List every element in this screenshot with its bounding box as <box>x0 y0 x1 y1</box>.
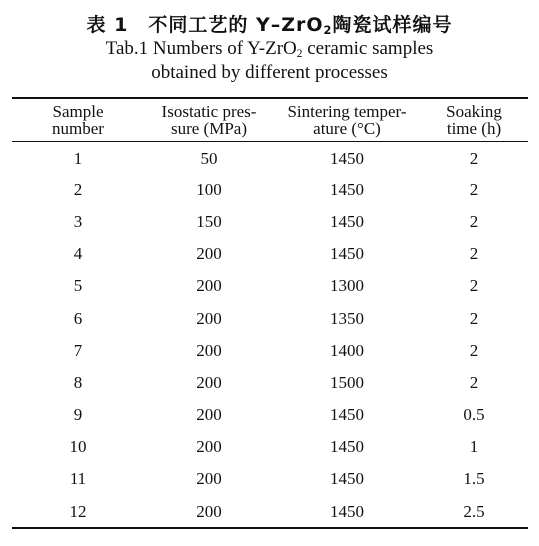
table-row <box>12 431 528 463</box>
cell-isostatic-pressure: 150 <box>196 211 222 231</box>
cell-soaking-time: 1.5 <box>463 469 485 489</box>
cell-sample-number: 12 <box>69 501 87 521</box>
table-row <box>12 366 528 398</box>
table-row <box>12 270 528 302</box>
cell-soaking-time: 2 <box>469 372 479 392</box>
table-row <box>12 173 528 205</box>
table-body <box>12 141 528 527</box>
header-sintering-temperature: Sintering temper- ature (°C) <box>287 102 407 138</box>
cell-sintering-temperature: 1450 <box>330 148 364 168</box>
cell-sintering-temperature: 1350 <box>330 308 364 328</box>
cell-sintering-temperature: 1450 <box>330 469 364 489</box>
header-soaking-time: Soaking time (h) <box>446 102 502 138</box>
cell-isostatic-pressure: 200 <box>196 405 222 425</box>
table-bottom-rule <box>12 527 528 529</box>
cell-sample-number: 6 <box>73 308 83 328</box>
cell-isostatic-pressure: 200 <box>196 308 222 328</box>
cell-isostatic-pressure: 200 <box>196 340 222 360</box>
table-row <box>12 205 528 237</box>
cell-isostatic-pressure: 200 <box>196 372 222 392</box>
table-row <box>12 463 528 495</box>
cell-sample-number: 4 <box>73 244 83 264</box>
cell-sintering-temperature: 1450 <box>330 211 364 231</box>
cell-sintering-temperature: 1450 <box>330 244 364 264</box>
cell-isostatic-pressure: 50 <box>200 148 218 168</box>
header-isostatic-pressure: Isostatic pres- sure (MPa) <box>161 102 257 138</box>
cell-sintering-temperature: 1450 <box>330 501 364 521</box>
cell-isostatic-pressure: 200 <box>196 501 222 521</box>
cell-sample-number: 9 <box>73 405 83 425</box>
caption-en-suffix: ceramic samples <box>302 38 434 59</box>
caption-cn-prefix: 表 1 不同工艺的 Y–ZrO <box>86 14 324 36</box>
cell-soaking-time: 2 <box>469 179 479 199</box>
cell-soaking-time: 0.5 <box>463 405 485 425</box>
table-row <box>12 334 528 366</box>
caption-cn-suffix: 陶瓷试样编号 <box>332 14 453 36</box>
cell-sample-number: 3 <box>73 211 83 231</box>
cell-sample-number: 5 <box>73 276 83 296</box>
cell-isostatic-pressure: 100 <box>196 179 222 199</box>
cell-sintering-temperature: 1400 <box>330 340 364 360</box>
cell-soaking-time: 2 <box>469 244 479 264</box>
cell-sample-number: 1 <box>73 148 83 168</box>
cell-sample-number: 10 <box>69 437 87 457</box>
table-caption-chinese <box>0 10 539 37</box>
header-sample-number: Sample number <box>52 102 104 138</box>
cell-soaking-time: 2.5 <box>463 501 485 521</box>
cell-sintering-temperature: 1450 <box>330 405 364 425</box>
table-row <box>12 238 528 270</box>
cell-isostatic-pressure: 200 <box>196 469 222 489</box>
table-row <box>12 141 528 173</box>
samples-table <box>12 99 528 527</box>
cell-isostatic-pressure: 200 <box>196 244 222 264</box>
cell-sintering-temperature: 1450 <box>330 179 364 199</box>
cell-soaking-time: 2 <box>469 148 479 168</box>
cell-sample-number: 7 <box>73 340 83 360</box>
cell-isostatic-pressure: 200 <box>196 276 222 296</box>
cell-soaking-time: 2 <box>469 308 479 328</box>
cell-soaking-time: 1 <box>469 437 479 457</box>
caption-cn-subscript: 2 <box>323 22 333 37</box>
cell-isostatic-pressure: 200 <box>196 437 222 457</box>
cell-soaking-time: 2 <box>469 340 479 360</box>
table-header-row <box>12 99 528 141</box>
cell-sintering-temperature: 1450 <box>330 437 364 457</box>
table-caption-english-line2: obtained by different processes <box>151 62 388 83</box>
cell-sintering-temperature: 1300 <box>330 276 364 296</box>
caption-en-subscript: 2 <box>296 47 303 60</box>
table-row <box>12 399 528 431</box>
cell-soaking-time: 2 <box>469 211 479 231</box>
table-row <box>12 302 528 334</box>
cell-sample-number: 2 <box>73 179 83 199</box>
table-row <box>12 495 528 527</box>
cell-sample-number: 8 <box>73 372 83 392</box>
cell-sample-number: 11 <box>69 469 87 489</box>
caption-en-prefix: Tab.1 Numbers of Y-ZrO <box>105 38 297 59</box>
table-caption-english-line1 <box>0 38 539 60</box>
cell-soaking-time: 2 <box>469 276 479 296</box>
cell-sintering-temperature: 1500 <box>330 372 364 392</box>
